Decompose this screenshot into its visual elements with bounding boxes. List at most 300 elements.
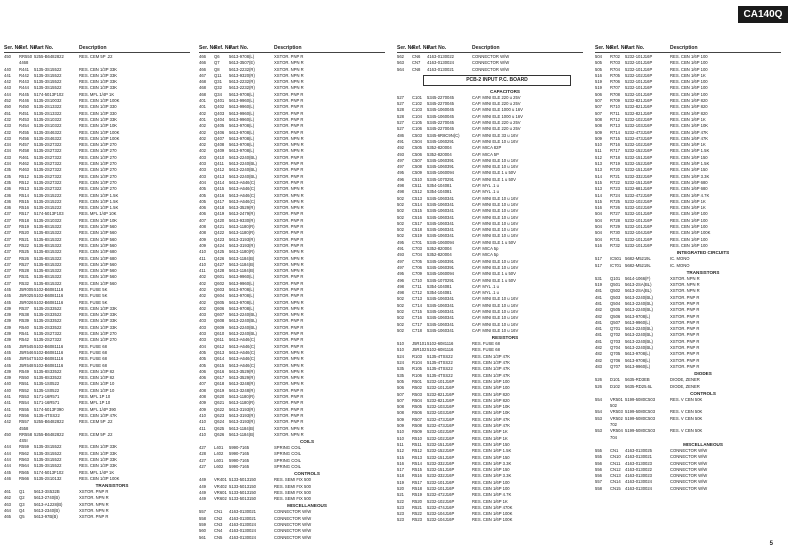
column-header-row — [397, 44, 583, 53]
part-no-cell: 5135-4TSS22 — [427, 360, 453, 366]
ref-no-cell: J5R025 — [19, 293, 34, 299]
ref-no-cell: J5R545 — [19, 343, 34, 349]
ser-no-cell: 498 — [397, 183, 404, 189]
ref-no-cell: Q405 — [214, 123, 225, 129]
part-no-cell: 5232-102J16P — [625, 198, 653, 204]
ser-no-cell: 403 — [199, 324, 206, 330]
description-cell: RES. CBN 1/6P 100K — [472, 511, 513, 517]
ser-no-cell: 403 — [199, 154, 206, 160]
ref-no-cell: D102 — [610, 383, 621, 389]
part-no-cell: 5135-2S33522 — [34, 324, 62, 330]
ser-no-cell: 434 — [4, 142, 11, 148]
ser-no-cell: 481 — [595, 332, 602, 338]
ref-no-cell: C101 — [412, 94, 423, 100]
part-no-cell: 5232-103J16P — [427, 404, 455, 410]
ser-no-cell: 403 — [199, 173, 206, 179]
part-no-cell: 5232-102J16P — [625, 116, 653, 122]
ser-no-cell: 528 — [397, 113, 404, 119]
description-cell: RES. CBN 1/6P 100 — [472, 378, 510, 384]
part-no-cell: 5613-3193(R) — [229, 236, 255, 242]
ser-no-cell: 407 — [199, 381, 206, 387]
description-cell: XSTOR. PNP R — [670, 345, 700, 351]
description-cell: RES. CBN 1/3P 10K — [79, 123, 118, 129]
ser-no-cell: 516 — [595, 72, 602, 78]
ref-no-cell: R721 — [610, 173, 621, 179]
part-no-cell: 5613-3248(R) — [229, 381, 255, 387]
ref-no-cell: Q414 — [214, 179, 225, 185]
part-no-cell: 4163-0130021 — [625, 454, 653, 460]
ref-no-cell: R542 — [19, 337, 30, 343]
ser-no-cell: 502 — [397, 208, 404, 214]
ser-no-cell: 440 — [4, 66, 11, 72]
description-cell: RES. MFL 1/4P 1K — [79, 91, 115, 97]
ser-no-cell: 554 — [595, 396, 602, 402]
part-no-cell: 5613-9708(L) — [229, 148, 255, 154]
part-no-header: Part No. — [625, 45, 645, 51]
parts-column-1 — [4, 44, 190, 521]
description-cell: XSTOR. PNP R — [274, 98, 304, 104]
description-cell: RES. CBN 1/3P 47K — [79, 412, 118, 418]
part-no-cell: 5135-3S15522 — [34, 66, 62, 72]
description-cell: RES. V CBN 50K — [670, 428, 703, 434]
ref-no-cell: CN5 — [214, 534, 223, 540]
part-no-cell: 5199-5080C503 — [625, 396, 656, 402]
part-no-cell: 5232-821J16P — [427, 391, 455, 397]
ref-no-cell: R461 — [19, 154, 30, 160]
ref-no-cell: CN8 — [412, 66, 421, 72]
description-cell: CAP. MINI ELE 220 u 25V — [472, 101, 521, 107]
part-no-cell: 5613-A646(C) — [229, 337, 256, 343]
part-no-cell: 4163-0130023 — [625, 473, 653, 479]
description-cell: RES. CBN 1/3P 270 — [79, 167, 117, 173]
description-cell: RES. CBN 1/3P 560 — [79, 261, 117, 267]
ser-no-cell: 450 — [4, 431, 11, 437]
ref-no-cell: R707 — [610, 85, 621, 91]
description-cell: CAP. MYL .1 u — [472, 290, 499, 296]
description-cell: RES. CBN 1/6P 47K — [472, 416, 511, 422]
ref-no-cell: R709 — [610, 98, 621, 104]
description-cell: RES. CBN 1/3P 270 — [79, 148, 117, 154]
ser-no-cell: 427 — [199, 445, 206, 451]
part-no-cell: 5613-2240(BL) — [229, 331, 257, 337]
part-no-cell: 5613-9708(L) — [625, 357, 651, 363]
part-no-cell: 4163-0130021 — [229, 509, 257, 515]
part-no-cell: 5135-3S15522 — [34, 85, 62, 91]
part-row — [595, 364, 781, 370]
part-no-cell: 5345-1060341 — [427, 327, 455, 333]
description-cell: RES. CBN 1/6P 1K — [472, 429, 508, 435]
ref-no-cell: R104 — [412, 360, 423, 366]
description-cell: CAP. MINI ELE 220 u 25V — [472, 120, 521, 126]
ref-no-cell: Q4 — [19, 508, 25, 514]
ser-no-cell: 554 — [595, 409, 602, 415]
ser-no-cell: 402 — [199, 110, 206, 116]
ser-no-cell: 517 — [397, 467, 404, 473]
ref-no-cell: Q410 — [214, 154, 225, 160]
ref-no-cell: IC501 — [610, 256, 622, 262]
ser-no-cell: 406 — [199, 368, 206, 374]
description-cell: RES. FUSE 68 — [472, 347, 500, 353]
ser-no-cell: 401 — [199, 104, 206, 110]
part-no-cell: 5345-1060094 — [427, 271, 455, 277]
ref-no-cell: Q406 — [214, 129, 225, 135]
ref-no-cell: 502 — [610, 403, 617, 409]
ser-no-cell: 439 — [4, 305, 11, 311]
ser-no-cell: 518 — [397, 473, 404, 479]
description-cell: RES. CBN 1/6P 100 — [670, 217, 708, 223]
description-cell: XSTOR. NPN R — [274, 261, 304, 267]
ser-no-cell: 511 — [397, 441, 404, 447]
ref-no-cell: R714 — [610, 129, 621, 135]
description-cell: CAP. MINI ELE 1 u 50V — [472, 271, 516, 277]
part-no-cell: 5255-B6482822 — [34, 431, 64, 437]
ser-no-cell: 405 — [199, 186, 206, 192]
ser-no-cell: 404 — [199, 343, 206, 349]
part-no-cell: 5135-2S27322 — [34, 337, 62, 343]
ser-no-cell: 437 — [4, 224, 11, 230]
ref-no-cell: Q606 — [214, 305, 225, 311]
part-no-cell: 5135-2S27322 — [34, 173, 62, 179]
part-no-cell: 5613-2240(BL) — [229, 324, 257, 330]
ser-no-cell: 513 — [595, 186, 602, 192]
description-cell: CONNECTOR W/W — [670, 466, 708, 472]
part-no-cell: 5232-101J16P — [625, 236, 653, 242]
part-no-cell: 5135-2S27322 — [34, 142, 62, 148]
part-no-cell: 5135-2S10322 — [34, 116, 62, 122]
ref-no-cell: R563 — [19, 457, 30, 462]
ser-no-cell: 437 — [4, 242, 11, 248]
description-cell: XSTOR. NPN R — [274, 60, 304, 66]
part-no-cell: 5613-9960(L) — [229, 98, 255, 104]
description-cell: XSTOR. PNP R — [670, 357, 700, 363]
ser-no-cell: 496 — [397, 176, 404, 182]
part-no-cell: 5345-1060391 — [427, 164, 455, 170]
description-cell: RES. CBN 1/6P 1K — [670, 72, 706, 78]
part-no-cell: 5613-A646(C) — [229, 356, 256, 362]
ref-no-cell: C507 — [412, 157, 423, 163]
description-cell: RES. MFL 1/4P 1K — [79, 469, 115, 475]
part-no-cell: 5613-3529(R) — [229, 205, 255, 211]
part-row — [595, 263, 781, 269]
ref-no-cell: Q420 — [214, 217, 225, 223]
ser-no-cell: 404 — [199, 179, 206, 185]
ref-no-cell: Q616 — [214, 368, 225, 374]
description-cell: XSTOR. NPN R — [274, 362, 304, 368]
part-no-cell: 5613-9708(L) — [229, 142, 255, 148]
part-no-cell: 4163-0130024 — [229, 528, 257, 534]
ser-no-cell: 439 — [4, 375, 11, 381]
part-no-cell: 5990-7165 — [229, 457, 250, 463]
part-no-cell: 5990-7165 — [229, 464, 250, 469]
ref-no-cell: Q401 — [214, 98, 225, 104]
ser-no-cell: 517 — [595, 256, 602, 262]
ser-no-cell: 481 — [595, 326, 602, 332]
ref-no-cell: R455 — [19, 129, 30, 135]
description-cell: CAP. MICA 5p — [472, 252, 499, 258]
ser-no-cell: 405 — [199, 362, 206, 368]
description-cell: RES. CBN 1/3P 33K — [79, 305, 118, 311]
part-no-cell: 5345-1070291 — [427, 176, 455, 182]
ref-no-cell: 702 — [610, 422, 617, 428]
part-no-cell: 5613-9960(L) — [229, 104, 255, 110]
part-no-cell: 5232-101J16P — [427, 378, 455, 384]
ser-no-header: Ser. No. — [4, 45, 23, 51]
ser-no-cell: 509 — [595, 135, 602, 141]
description-cell: RES. CBN 1/3P 270 — [79, 161, 117, 167]
ref-no-cell: R510 — [412, 435, 423, 441]
description-cell: CAP. MICA 5p — [472, 246, 499, 252]
description-cell: CONNECTOR W/W — [274, 534, 312, 540]
ref-no-cell: J5R548 — [19, 362, 34, 368]
part-no-cell: 5102-B6081116 — [34, 362, 64, 368]
description-cell: XSTOR. PNP R — [670, 313, 700, 319]
ser-no-cell: 444 — [4, 444, 11, 450]
description-cell: RES. CBN 1/6P 1K — [472, 498, 508, 504]
description-cell: CAP. MINI ELE 10 u 16V — [472, 227, 519, 233]
ref-no-cell: Q427 — [214, 261, 225, 267]
ref-no-cell: R556 — [19, 412, 30, 418]
description-cell: RES. CBN 1/3P 10 — [79, 381, 115, 387]
part-no-cell: 5232-472J16P — [625, 192, 653, 198]
description-cell: XSTOR. PNP R — [274, 211, 304, 217]
ser-no-cell: 427 — [199, 457, 206, 463]
ref-no-cell: CN14 — [610, 479, 621, 485]
ref-no-cell: C709 — [412, 271, 423, 277]
part-no-cell: 5613-3S532B — [34, 489, 60, 495]
description-cell: CAP. MINI ELE 10 u 16V — [472, 157, 519, 163]
description-cell: RES. CBN 1/6P 1K — [472, 435, 508, 441]
ref-no-cell: Q412 — [214, 167, 225, 173]
part-no-cell: 5345-1060391 — [427, 157, 455, 163]
ser-no-cell: 512 — [595, 154, 602, 160]
ser-no-cell: 502 — [397, 227, 404, 233]
ser-no-cell: 482 — [595, 313, 602, 319]
ref-no-cell: R704 — [610, 66, 621, 72]
ser-no-cell: 427 — [199, 464, 206, 469]
ref-no-cell: R456 — [19, 135, 30, 141]
ref-no-cell: C105 — [412, 120, 423, 126]
ref-no-cell: CN15 — [610, 485, 621, 491]
part-no-cell: 5613-2SA(BL) — [625, 282, 652, 288]
ser-no-cell: 513 — [595, 167, 602, 173]
description-cell: RES. CBN 1/6P 100 — [670, 211, 708, 217]
part-no-cell: 5613-2740(B) — [34, 495, 60, 501]
ser-no-cell: 437 — [4, 217, 11, 223]
description-cell: XSTOR. PNP R — [274, 412, 304, 418]
ref-no-cell: CN6 — [412, 54, 421, 59]
description-cell: RES. CBN 1/3P 100K — [79, 475, 120, 481]
part-no-cell: 5232-101J16P — [625, 242, 653, 248]
ser-no-cell: 505 — [595, 60, 602, 66]
part-no-cell: 5232-473J16P — [625, 129, 653, 135]
ref-no-cell: R517 — [19, 211, 30, 217]
part-no-cell: 5232-152J16P — [427, 448, 455, 454]
ref-no-cell: R528 — [19, 268, 30, 274]
description-cell: CAP. MINI ELE 10 u 16V — [472, 138, 519, 144]
ref-no-cell: R516 — [19, 205, 30, 211]
part-no-cell: 5174-5013F103 — [34, 211, 64, 217]
part-no-cell: 5135-1S0522 — [34, 387, 60, 393]
ref-no-cell: R526 — [19, 255, 30, 261]
ser-no-cell: 445 — [4, 343, 11, 349]
description-cell: XSTOR. PNP R — [79, 514, 109, 520]
ref-no-cell: R551 — [19, 381, 30, 387]
ser-no-cell: 556 — [595, 466, 602, 472]
ref-no-cell: Q424 — [214, 242, 225, 248]
part-no-cell: 5613-1180(R) — [229, 400, 255, 406]
ref-no-cell: Q612 — [214, 343, 225, 349]
ref-no-cell: R562 — [19, 450, 30, 456]
part-no-cell: 5232-473J16P — [427, 416, 455, 422]
part-no-cell: 5345-2270045 — [427, 120, 455, 126]
ref-no-cell: R713 — [610, 123, 621, 129]
part-no-cell: 5255-B6482822 — [34, 419, 64, 425]
ref-no-cell: Q601 — [214, 274, 225, 280]
part-no-cell: 5345-1060094 — [427, 239, 455, 245]
ser-no-cell: 555 — [595, 447, 602, 453]
ser-no-cell: 481 — [595, 288, 602, 294]
part-no-cell: 5345-1070291 — [427, 277, 455, 283]
ref-no-cell: R727 — [610, 211, 621, 217]
part-no-cell: 5613-1184(B) — [229, 255, 255, 261]
ref-no-cell: R702 — [610, 54, 621, 59]
ser-no-cell: 402 — [199, 123, 206, 129]
part-no-cell: 5613-2240(BL) — [229, 167, 257, 173]
part-no-cell: 5135-8S15322 — [34, 249, 62, 255]
section-title: RESISTORS — [491, 335, 519, 341]
description-cell: XSTOR. PNP R — [274, 406, 304, 412]
ref-no-cell: C106 — [412, 126, 423, 132]
part-no-cell: 4163-0130024 — [625, 479, 653, 485]
ref-no-cell: Q617 — [214, 375, 225, 381]
description-cell: XSTOR. NPN R — [274, 198, 304, 204]
part-no-cell: 5133-5013150 — [229, 483, 257, 489]
part-no-cell: 5345-2270045 — [427, 101, 455, 107]
part-no-cell: 5135-8S15322 — [34, 224, 62, 230]
part-no-cell: 5135-2S13322 — [34, 110, 62, 116]
ref-no-cell: Q505 — [610, 307, 621, 313]
ser-no-cell: 405 — [199, 192, 206, 198]
part-row — [199, 464, 385, 470]
ref-no-cell: Q614 — [214, 356, 225, 362]
ref-no-cell: R537 — [19, 305, 30, 311]
description-cell: RES. CBN 1/6P 10K — [670, 123, 709, 129]
ref-no-cell: IC701 — [610, 262, 622, 268]
part-no-cell: 5352-820004 — [427, 145, 452, 151]
ref-no-cell: C711 — [412, 283, 422, 289]
description-cell: RES. FUSE 5K — [79, 299, 108, 305]
ser-no-cell: 403 — [199, 318, 206, 324]
description-cell: CAP. MINI ELE 10 u 16V — [472, 296, 519, 302]
description-cell: XSTOR. NPN R — [274, 299, 304, 305]
ser-no-cell: 435 — [4, 179, 11, 185]
ser-no-cell: 524 — [397, 353, 404, 359]
ser-no-cell: 504 — [595, 236, 602, 242]
part-no-cell: 5232-102J16P — [427, 498, 455, 504]
ref-no-cell: R554 — [19, 400, 30, 406]
ser-no-cell: 513 — [595, 161, 602, 167]
description-cell: RES. CBN 1/6P 150 — [472, 467, 510, 473]
part-no-cell: 4163-0130024 — [229, 534, 257, 540]
part-no-cell: 5613-A646(C) — [229, 179, 256, 185]
ref-no-cell: R718 — [610, 154, 621, 160]
description-cell: RES. CEM 5P .22 — [79, 419, 113, 425]
part-no-cell: 5354-104081 — [427, 189, 452, 195]
part-no-cell: 5135-2S10322 — [34, 123, 62, 129]
ref-no-cell: Q2 — [19, 495, 25, 501]
part-no-cell: 5232-101J16P — [625, 79, 653, 85]
part-row — [595, 384, 781, 390]
ref-no-cell: R519 — [19, 224, 30, 230]
part-no-cell: 5232-101J16P — [625, 60, 653, 66]
description-cell: CAP. MINI ELE 10 u 16V — [472, 327, 519, 333]
ref-no-cell: Q404 — [214, 116, 225, 122]
ser-no-cell: 436 — [4, 198, 11, 204]
part-no-cell: 5255-B6482822 — [34, 54, 64, 59]
ser-no-cell: 520 — [397, 486, 404, 491]
ser-no-cell: 527 — [397, 94, 404, 100]
ref-no-cell: VR504 — [610, 428, 623, 434]
ref-no-cell: 4468 — [19, 60, 29, 66]
page-number: 5 — [769, 541, 773, 547]
model-badge: CA140Q — [738, 6, 788, 23]
ser-no-cell: 463 — [4, 501, 11, 507]
description-cell: XSTOR. PNP R — [274, 286, 304, 292]
ser-no-cell: 524 — [397, 360, 404, 366]
part-no-cell: 5232-104J16P — [427, 511, 455, 517]
part-no-cell: 5133-5013150 — [229, 477, 257, 483]
ser-no-cell: 466 — [199, 54, 206, 59]
section-title: CONTROLS — [690, 390, 716, 396]
ref-no-cell: R566 — [19, 475, 30, 481]
ref-no-cell: R515 — [19, 198, 30, 204]
part-no-cell: 5345-1060341 — [427, 227, 455, 233]
part-no-cell: 5135-8S33522 — [34, 368, 62, 374]
ref-no-cell: Q5 — [19, 514, 25, 520]
ref-no-cell: Q706 — [610, 357, 621, 363]
part-no-cell: 5613-2240(BL) — [229, 161, 257, 167]
description-cell: RES. CBN 1/6P 1K — [670, 142, 706, 148]
description-cell: RES. CBN 1/6P 470K — [472, 504, 513, 510]
description-cell: RES. V CBN 50K — [670, 409, 703, 415]
ref-no-cell: Q604 — [214, 293, 225, 299]
description-cell: XSTOR. PNP R — [274, 400, 304, 406]
ref-no-cell: C714 — [412, 302, 423, 308]
ref-no-cell: R522 — [19, 242, 30, 248]
ref-no-cell: Q6 — [214, 54, 220, 59]
ser-no-cell: 527 — [397, 101, 404, 107]
ref-no-cell: R106 — [412, 372, 423, 378]
ref-no-cell: R521 — [412, 504, 423, 510]
description-cell: RES. CBN 1/6P 820 — [670, 110, 708, 116]
part-no-cell: 5613-2240(BL) — [625, 338, 653, 344]
part-no-cell: 5232-102J16P — [625, 142, 653, 148]
ser-no-cell: 406 — [199, 211, 206, 217]
part-no-cell: 5613-3529(R) — [229, 375, 255, 381]
ser-no-cell: 519 — [595, 282, 602, 288]
part-no-cell: 5613-9708(L) — [625, 313, 651, 319]
part-no-cell: 5345-1060391 — [427, 258, 455, 264]
ser-no-cell: 497 — [397, 264, 404, 270]
description-cell: RES. CBN 1/3P 1.5K — [79, 205, 119, 211]
ref-no-cell: Q618 — [214, 381, 225, 387]
part-no-cell: 5352-820004 — [427, 252, 452, 258]
part-no-cell: 5613-1180(R) — [229, 230, 255, 236]
ref-no-cell: R557 — [19, 419, 30, 425]
description-cell: RES. CBN 1/3P 680 — [79, 249, 117, 255]
part-no-header: Part No. — [229, 45, 249, 51]
ref-no-cell: R565 — [19, 469, 30, 475]
